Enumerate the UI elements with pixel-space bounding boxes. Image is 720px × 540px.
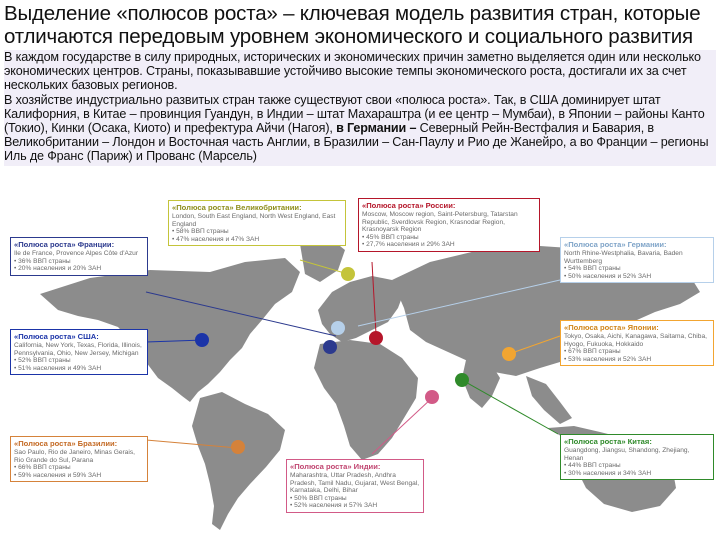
callout-usa-title: «Полюса роста» США: — [14, 332, 99, 341]
marker-usa — [195, 333, 209, 347]
marker-brazil — [231, 440, 245, 454]
marker-germany — [331, 321, 345, 335]
callout-germany-regions: North Rhine-Westphalia, Bavaria, Baden Wurttemberg — [564, 250, 683, 265]
callout-china — [560, 434, 714, 480]
callout-brazil-regions: Sao Paulo, Rio de Janeiro, Minas Gerais, Rio Grande do Sul, Parana — [14, 449, 135, 464]
callout-china-title: «Полюса роста» Китая: — [564, 437, 652, 446]
marker-russia — [369, 331, 383, 345]
callout-india-list — [290, 495, 420, 510]
body-paragraph-2 — [4, 93, 716, 164]
callout-china-regions: Guangdong, Jiangsu, Shandong, Zhejiang, Henan — [564, 447, 690, 462]
callout-germany-list — [564, 265, 710, 280]
callout-france-item: • 36% ВВП страны — [14, 258, 144, 266]
callout-india-regions: Maharashtra, Uttar Pradesh, Andhra Pradesh, Tamil Nadu, Gujarat, West Bengal, Karnataka, Delhi, Bihar — [290, 472, 420, 495]
callout-japan-regions: Tokyo, Osaka, Aichi, Kanagawa, Saitama, Chiba, Hyogo, Fukuoka, Hokkaido — [564, 333, 707, 348]
callout-usa-item: • 51% населения и 49% ЗАН — [14, 365, 144, 373]
callout-france-regions: Ile de France, Provence Alpes Côte d'Azur — [14, 250, 139, 257]
callout-uk-title: «Полюса роста» Великобритании: — [172, 203, 302, 212]
callout-uk-item: • 58% ВВП страны — [172, 228, 342, 236]
body-paragraph-2-bold: в Германии – — [336, 121, 417, 136]
callout-japan-list — [564, 348, 710, 363]
callout-germany — [560, 237, 714, 283]
callout-russia-item: • 27,7% населения и 29% ЗАН — [362, 241, 536, 249]
callout-russia — [358, 198, 540, 252]
callout-india — [286, 459, 424, 513]
callout-china-list — [564, 462, 710, 477]
callout-japan-title: «Полюса роста» Японии: — [564, 323, 659, 332]
slide-title: Выделение «полюсов роста» – ключевая модель развития стран, которые отличаются передовым уровнем экономического и социального развития — [4, 2, 701, 48]
callout-russia-list — [362, 234, 536, 249]
callout-uk-item: • 47% населения и 47% ЗАН — [172, 236, 342, 244]
marker-china — [455, 373, 469, 387]
callout-usa-regions: California, New York, Texas, Florida, Illinois, Pennsylvania, Ohio, New Jersey, Michigan — [14, 342, 142, 357]
callout-france — [10, 237, 148, 276]
marker-japan — [502, 347, 516, 361]
callout-usa-item: • 52% ВВП страны — [14, 357, 144, 365]
callout-germany-item: • 50% населения и 52% ЗАН — [564, 273, 710, 281]
callout-brazil — [10, 436, 148, 482]
callout-usa — [10, 329, 148, 375]
callout-france-item: • 20% населения и 20% ЗАН — [14, 265, 144, 273]
callout-china-item: • 30% населения и 34% ЗАН — [564, 470, 710, 478]
marker-india — [425, 390, 439, 404]
callout-china-item: • 44% ВВП страны — [564, 462, 710, 470]
marker-uk — [341, 267, 355, 281]
callout-japan-item: • 67% ВВП страны — [564, 348, 710, 356]
callout-uk — [168, 200, 346, 246]
callout-germany-item: • 54% ВВП страны — [564, 265, 710, 273]
slide-body-text — [4, 50, 716, 166]
callout-brazil-list — [14, 464, 144, 479]
callout-france-title: «Полюса роста» Франции: — [14, 240, 115, 249]
callout-usa-list — [14, 357, 144, 372]
callout-japan — [560, 320, 714, 366]
callout-brazil-title: «Полюса роста» Бразилии: — [14, 439, 118, 448]
callout-russia-title: «Полюса роста» России: — [362, 201, 456, 210]
callout-india-item: • 52% населения и 57% ЗАН — [290, 502, 420, 510]
body-paragraph-1: В каждом государстве в силу природных, исторических и экономических причин заметно выделяется один или несколько экономических центров. Страны, показывавшие устойчиво высокие темпы экономического роста, достигали их за счет нескольких базовых регионов. — [4, 50, 701, 93]
callout-uk-regions: London, South East England, North West England, East England — [172, 213, 336, 228]
callout-uk-list — [172, 228, 342, 243]
callout-india-item: • 50% ВВП страны — [290, 495, 420, 503]
callout-germany-title: «Полюса роста» Германии: — [564, 240, 667, 249]
callout-brazil-item: • 59% населения и 59% ЗАН — [14, 472, 144, 480]
body-paragraph-2-text: В хозяйстве индустриально развитых стран также существуют свои «полюса роста». Так, в США доминирует штат Калифорния, в Китае – провинция Гуандун, в Индии – штат Махараштра (и ее центр – Мумбаи), в Японии – районы Канто (Токио), Кинки (Осака, Киото) и префектура Айчи (Нагоя), — [4, 92, 705, 136]
callout-japan-item: • 53% населения и 52% ЗАН — [564, 356, 710, 364]
callout-france-list — [14, 258, 144, 273]
callout-india-title: «Полюса роста» Индии: — [290, 462, 381, 471]
marker-france — [323, 340, 337, 354]
callout-brazil-item: • 66% ВВП страны — [14, 464, 144, 472]
body-paragraph-2-tail: Северный Рейн-Вестфалия и Бавария, в Великобритании – Лондон и Восточная часть Англии, в Бразилии – Сан-Паулу и Рио де Жанейро, а во Франции – регионы Иль де Франс (Париж) и Прованс (Марсель) — [4, 121, 709, 164]
callout-russia-item: • 45% ВВП страны — [362, 234, 536, 242]
callout-russia-regions: Moscow, Moscow region, Saint-Petersburg, Tatarstan Republic, Sverdlovsk Region, Krasnodar Region, Krasnoyarsk Region — [362, 211, 518, 234]
